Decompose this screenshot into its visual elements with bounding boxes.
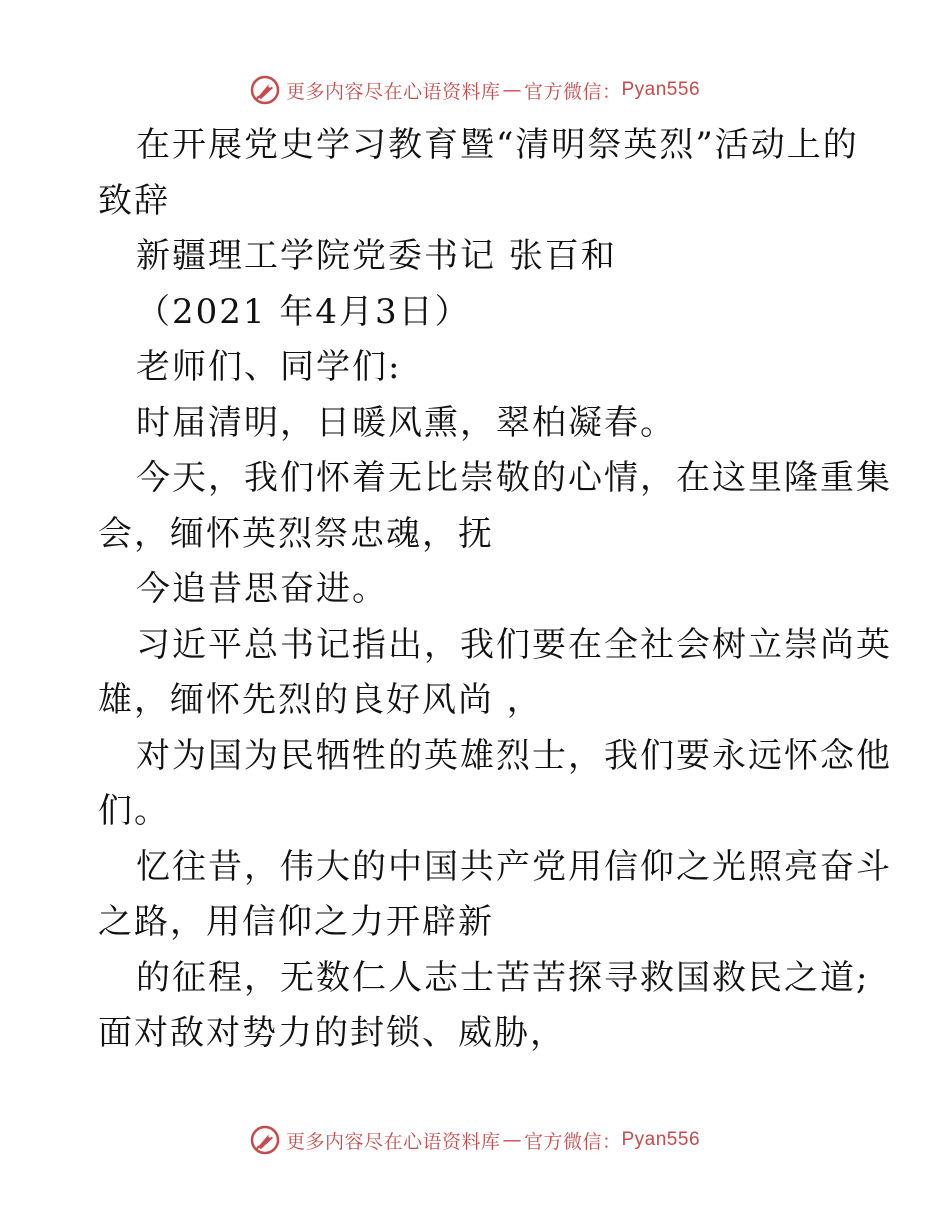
text-line: 雄，缅怀先烈的良好风尚 ， <box>98 680 543 720</box>
text-line: 会，缅怀英烈祭忠魂，抚 <box>98 513 494 554</box>
text-line: 习近平总书记指出，我们要在全社会树立崇尚英 <box>136 624 892 665</box>
document-body <box>98 118 892 1062</box>
text-line: 今天，我们怀着无比崇敬的心情，在这里隆重集 <box>136 458 892 498</box>
text-line: （2021 年4月3日） <box>136 291 471 332</box>
text-line: 今追昔思奋进。 <box>136 569 388 609</box>
text-line: 的征程，无数仁人志士苦苦探寻救国救民之道; <box>136 957 870 998</box>
text-line: 面对敌对势力的封锁、威胁， <box>98 1013 566 1053</box>
text-line: 新疆理工学院党委书记 张百和 <box>136 236 617 276</box>
text-line: 忆往昔，伟大的中国共产党用信仰之光照亮奋斗 <box>136 846 892 887</box>
watermark-text: 更多内容尽在心语资料库 <box>285 80 501 103</box>
footer-watermark <box>0 1120 950 1160</box>
text-line: 对为国为民牺牲的英雄烈士，我们要永远怀念他 <box>136 735 892 776</box>
header-watermark <box>0 70 950 110</box>
watermark-wechat-id: Pyan556 <box>621 79 701 100</box>
watermark-suffix: 官方微信： <box>523 1130 622 1153</box>
text-line: 时届清明，日暖风熏，翠柏凝春。 <box>136 402 676 443</box>
watermark-text: 更多内容尽在心语资料库 <box>285 1130 501 1153</box>
pen-nib-logo-icon <box>250 75 280 105</box>
pen-nib-logo-icon <box>250 1125 280 1155</box>
text-line: 致辞 <box>98 180 170 221</box>
text-line: 之路，用信仰之力开辟新 <box>98 902 494 942</box>
watermark-dash: — <box>502 1129 522 1151</box>
watermark-wechat-id: Pyan556 <box>621 1129 701 1150</box>
text-line: 们。 <box>98 791 170 831</box>
text-line: 在开展党史学习教育暨“清明祭英烈”活动上的 <box>136 125 859 165</box>
text-line: 老师们、同学们: <box>136 347 402 387</box>
watermark-dash: — <box>502 79 522 101</box>
watermark-suffix: 官方微信： <box>523 80 622 103</box>
